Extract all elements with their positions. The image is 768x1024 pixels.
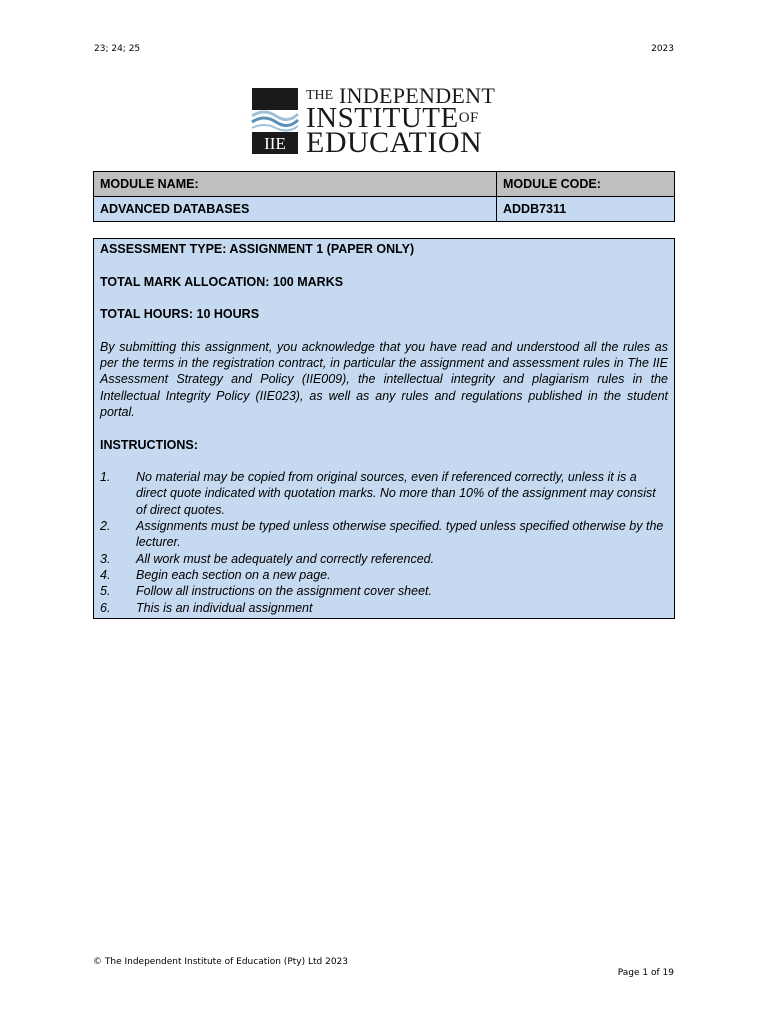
list-item: 1. No material may be copied from original sources, even if referenced correctly, unless it is a direct quote indicated with quotation marks. No more than 10% of the assignment may consist of direct quotes.	[100, 470, 656, 517]
assessment-type: ASSESSMENT TYPE: ASSIGNMENT 1 (PAPER ONLY)	[100, 242, 415, 256]
assessment-box	[93, 238, 675, 619]
logo-education: EDUCATION	[306, 126, 483, 159]
module-code-header: MODULE CODE:	[497, 172, 675, 197]
footer-copyright: © The Independent Institute of Education (Pty) Ltd 2023	[93, 957, 348, 967]
iie-emblem-icon	[250, 86, 300, 156]
list-item: 2. Assignments must be typed unless otherwise specified. typed unless specified otherwise by the lecturer.	[100, 519, 664, 550]
acknowledgement-paragraph: By submitting this assignment, you acknowledge that you have read and understood all the rules as per the terms in the registration contract, in particular the assignment and assessment rules in The IIE Assessment Strategy and Policy (IIE009), the intellectual integrity and plagiarism rules in the Intellectual Integrity Policy (IIE023), as well as any rules and regulations published in the student portal.	[100, 339, 668, 419]
instructions-heading: INSTRUCTIONS:	[100, 437, 198, 452]
list-item: 5. Follow all instructions on the assignment cover sheet.	[100, 584, 432, 599]
logo-wordmark	[306, 83, 520, 159]
logo-institute: INSTITUTE	[306, 102, 459, 134]
list-item: 6. This is an individual assignment	[100, 600, 313, 615]
module-code-value: ADDB7311	[497, 197, 675, 222]
footer-page-number: Page 1 of 19	[617, 968, 674, 978]
module-name-value: ADVANCED DATABASES	[94, 197, 497, 222]
total-marks: TOTAL MARK ALLOCATION: 100 MARKS	[100, 274, 344, 289]
header-year: 2023	[651, 44, 674, 54]
module-table	[93, 171, 675, 222]
logo-of: OF	[458, 110, 479, 126]
total-hours: TOTAL HOURS: 10 HOURS	[100, 307, 260, 322]
header-left-text: 23; 24; 25	[94, 44, 141, 54]
iie-logo	[250, 83, 520, 159]
module-name-header: MODULE NAME:	[94, 172, 497, 197]
svg-text:IIE: IIE	[264, 134, 286, 153]
logo-independent: INDEPENDENT	[339, 83, 496, 108]
logo-the: THE	[306, 88, 334, 103]
list-item: 3. All work must be adequately and correctly referenced.	[100, 551, 435, 566]
instructions-list	[100, 469, 668, 616]
list-item: 4. Begin each section on a new page.	[100, 567, 331, 582]
